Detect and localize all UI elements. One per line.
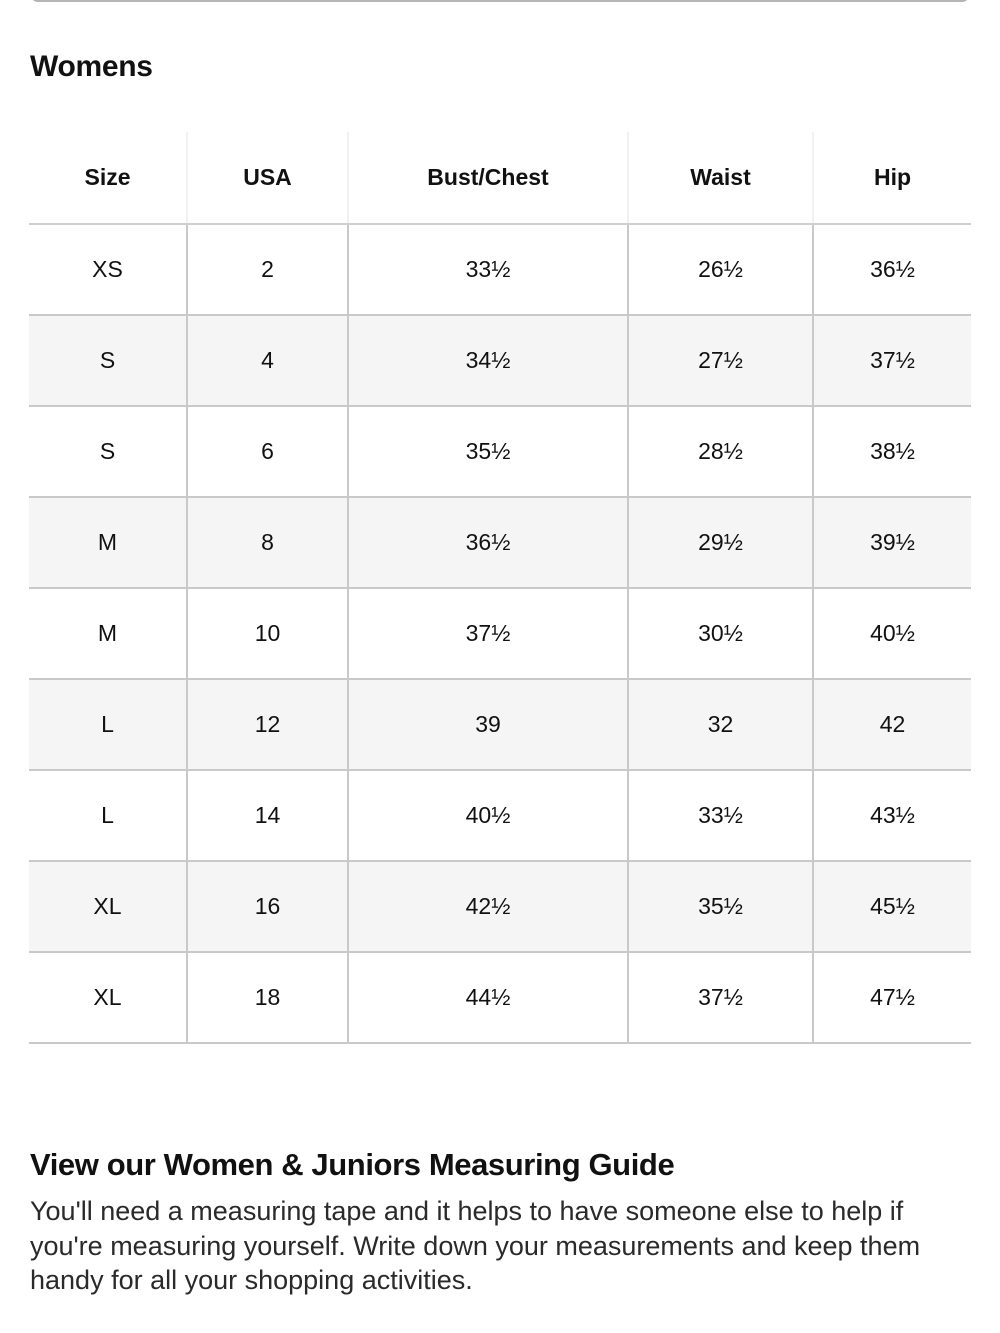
header-hip: Hip [813,132,971,224]
cell-hip: 47½ [813,952,971,1043]
cell-hip: 43½ [813,770,971,861]
cell-hip: 40½ [813,588,971,679]
cell-bust-chest: 35½ [348,406,628,497]
cell-waist: 28½ [628,406,813,497]
cell-bust-chest: 39 [348,679,628,770]
cell-hip: 36½ [813,224,971,315]
cell-usa: 12 [187,679,348,770]
cell-hip: 39½ [813,497,971,588]
cell-hip: 38½ [813,406,971,497]
previous-panel-frame [30,0,970,2]
header-usa: USA [187,132,348,224]
table-row [29,770,971,861]
cell-size: XS [29,224,187,315]
cell-usa: 10 [187,588,348,679]
cell-usa: 18 [187,952,348,1043]
measuring-guide-title: View our Women & Juniors Measuring Guide [30,1147,675,1182]
cell-waist: 26½ [628,224,813,315]
cell-size: L [29,679,187,770]
table-row [29,588,971,679]
cell-size: S [29,406,187,497]
cell-waist: 30½ [628,588,813,679]
cell-size: M [29,497,187,588]
cell-waist: 37½ [628,952,813,1043]
header-bust-chest: Bust/Chest [348,132,628,224]
table-row [29,315,971,406]
section-title-womens: Womens [30,50,153,83]
cell-waist: 35½ [628,861,813,952]
header-size: Size [29,132,187,224]
cell-waist: 33½ [628,770,813,861]
cell-usa: 16 [187,861,348,952]
measuring-guide-text: You'll need a measuring tape and it helps to have someone else to help if you're measuring yourself. Write down your measurements and keep them handy for all your shopping activities. [30,1196,921,1295]
table-row [29,224,971,315]
cell-size: L [29,770,187,861]
cell-waist: 27½ [628,315,813,406]
table-row [29,406,971,497]
header-waist: Waist [628,132,813,224]
size-chart-table [29,132,971,1044]
cell-usa: 6 [187,406,348,497]
cell-bust-chest: 42½ [348,861,628,952]
cell-bust-chest: 40½ [348,770,628,861]
table-row [29,952,971,1043]
cell-size: S [29,315,187,406]
cell-bust-chest: 44½ [348,952,628,1043]
cell-usa: 2 [187,224,348,315]
cell-bust-chest: 36½ [348,497,628,588]
table-row [29,497,971,588]
cell-hip: 42 [813,679,971,770]
table-header-row [29,132,971,224]
cell-usa: 8 [187,497,348,588]
cell-waist: 29½ [628,497,813,588]
table-row [29,679,971,770]
cell-usa: 4 [187,315,348,406]
cell-hip: 45½ [813,861,971,952]
table-row [29,861,971,952]
cell-waist: 32 [628,679,813,770]
cell-bust-chest: 33½ [348,224,628,315]
cell-bust-chest: 37½ [348,588,628,679]
cell-hip: 37½ [813,315,971,406]
cell-size: M [29,588,187,679]
cell-usa: 14 [187,770,348,861]
cell-size: XL [29,861,187,952]
cell-bust-chest: 34½ [348,315,628,406]
cell-size: XL [29,952,187,1043]
